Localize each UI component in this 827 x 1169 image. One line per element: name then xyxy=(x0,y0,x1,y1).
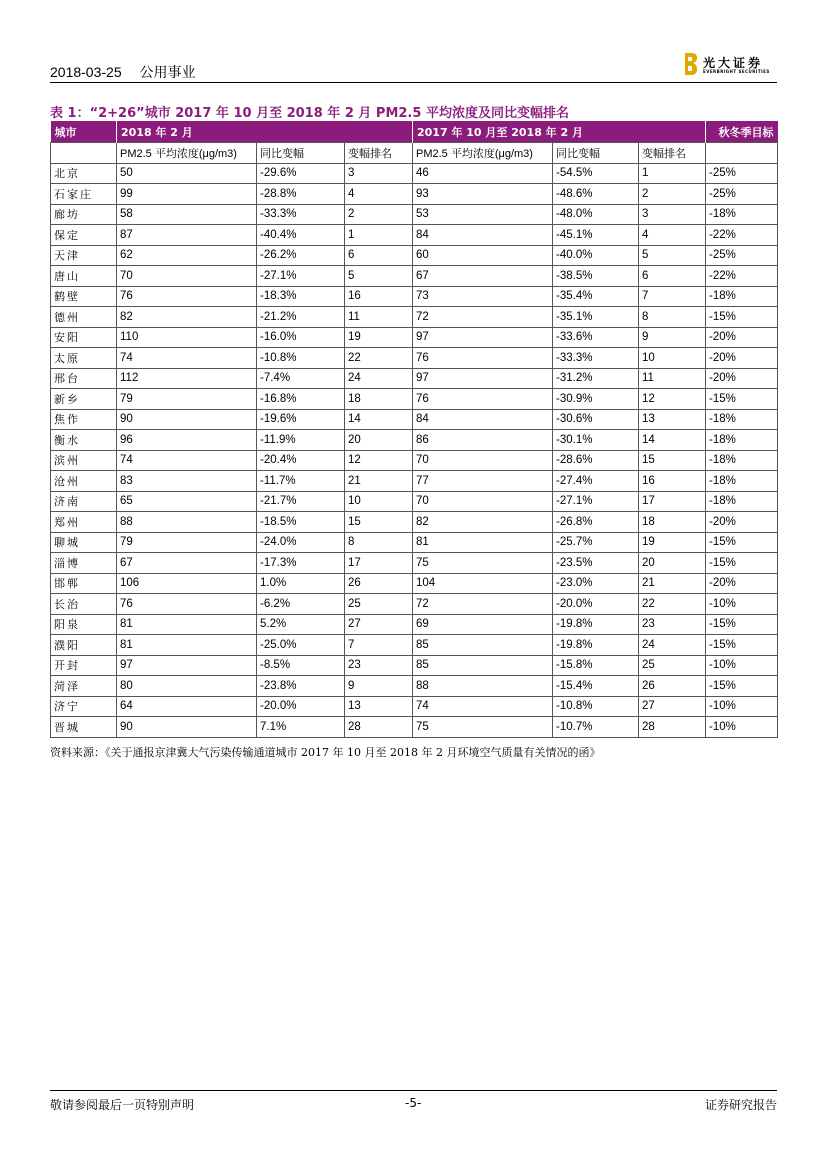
city-cell: 郑州 xyxy=(51,512,117,533)
feb-concentration-cell: 79 xyxy=(117,389,257,410)
city-cell: 濮阳 xyxy=(51,635,117,656)
target-cell: -10% xyxy=(706,655,778,676)
period-yoy-cell: -48.6% xyxy=(553,184,639,205)
table-subheader-row xyxy=(51,143,778,164)
page-number: -5- xyxy=(405,1096,422,1110)
table-header-row xyxy=(51,121,778,143)
feb-rank-cell: 28 xyxy=(345,717,413,738)
period-yoy-cell: -25.7% xyxy=(553,532,639,553)
feb-yoy-cell: -26.2% xyxy=(257,245,345,266)
table-row xyxy=(51,532,778,553)
period-rank-cell: 4 xyxy=(639,225,706,246)
feb-rank-cell: 25 xyxy=(345,594,413,615)
city-cell: 石家庄 xyxy=(51,184,117,205)
feb-concentration-cell: 67 xyxy=(117,553,257,574)
feb-rank-cell: 12 xyxy=(345,450,413,471)
city-cell: 北京 xyxy=(51,163,117,184)
period-concentration-cell: 88 xyxy=(413,676,553,697)
feb-yoy-cell: -17.3% xyxy=(257,553,345,574)
feb-yoy-cell: -21.7% xyxy=(257,491,345,512)
city-cell: 唐山 xyxy=(51,266,117,287)
feb-concentration-cell: 81 xyxy=(117,635,257,656)
feb-yoy-cell: -40.4% xyxy=(257,225,345,246)
table-row xyxy=(51,635,778,656)
feb-yoy-cell: -24.0% xyxy=(257,532,345,553)
feb-yoy-cell: -6.2% xyxy=(257,594,345,615)
target-cell: -10% xyxy=(706,696,778,717)
target-cell: -15% xyxy=(706,389,778,410)
feb-rank-cell: 4 xyxy=(345,184,413,205)
table-row xyxy=(51,368,778,389)
feb-yoy-cell: -29.6% xyxy=(257,163,345,184)
footer-disclaimer: 敬请参阅最后一页特别声明 xyxy=(50,1098,195,1112)
pm25-ranking-table xyxy=(50,121,778,738)
feb-rank-cell: 10 xyxy=(345,491,413,512)
feb-yoy-cell: 5.2% xyxy=(257,614,345,635)
table-row xyxy=(51,225,778,246)
period-yoy-cell: -54.5% xyxy=(553,163,639,184)
feb-concentration-cell: 80 xyxy=(117,676,257,697)
period-rank-cell: 20 xyxy=(639,553,706,574)
period-rank-cell: 16 xyxy=(639,471,706,492)
feb-yoy-cell: -7.4% xyxy=(257,368,345,389)
period-concentration-cell: 77 xyxy=(413,471,553,492)
table-row xyxy=(51,389,778,410)
period-rank-cell: 10 xyxy=(639,348,706,369)
period-yoy-cell: -19.8% xyxy=(553,614,639,635)
feb-yoy-cell: -10.8% xyxy=(257,348,345,369)
feb-rank-cell: 17 xyxy=(345,553,413,574)
feb-rank-cell: 5 xyxy=(345,266,413,287)
report-sector: 公用事业 xyxy=(139,64,196,80)
feb-yoy-cell: -8.5% xyxy=(257,655,345,676)
period-concentration-cell: 70 xyxy=(413,450,553,471)
header-feb-2018: 2018 年 2 月 xyxy=(117,121,413,143)
city-cell: 衡水 xyxy=(51,430,117,451)
city-cell: 德州 xyxy=(51,307,117,328)
feb-yoy-cell: -11.9% xyxy=(257,430,345,451)
table-row xyxy=(51,327,778,348)
feb-yoy-cell: -11.7% xyxy=(257,471,345,492)
target-cell: -18% xyxy=(706,430,778,451)
target-cell: -18% xyxy=(706,204,778,225)
period-yoy-cell: -23.0% xyxy=(553,573,639,594)
feb-rank-cell: 27 xyxy=(345,614,413,635)
period-concentration-cell: 104 xyxy=(413,573,553,594)
page-header xyxy=(50,62,196,82)
feb-concentration-cell: 87 xyxy=(117,225,257,246)
subheader-empty xyxy=(51,143,117,164)
feb-rank-cell: 20 xyxy=(345,430,413,451)
subheader-concentration: PM2.5 平均浓度(μg/m3) xyxy=(413,143,553,164)
report-date: 2018-03-25 xyxy=(50,64,122,80)
city-cell: 济南 xyxy=(51,491,117,512)
table-row xyxy=(51,163,778,184)
period-yoy-cell: -30.1% xyxy=(553,430,639,451)
feb-concentration-cell: 82 xyxy=(117,307,257,328)
company-logo xyxy=(684,52,779,78)
feb-rank-cell: 9 xyxy=(345,676,413,697)
period-yoy-cell: -15.8% xyxy=(553,655,639,676)
period-rank-cell: 26 xyxy=(639,676,706,697)
period-concentration-cell: 60 xyxy=(413,245,553,266)
target-cell: -15% xyxy=(706,614,778,635)
target-cell: -18% xyxy=(706,471,778,492)
table-row xyxy=(51,573,778,594)
subheader-rank: 变幅排名 xyxy=(639,143,706,164)
city-cell: 天津 xyxy=(51,245,117,266)
period-concentration-cell: 84 xyxy=(413,409,553,430)
subheader-yoy: 同比变幅 xyxy=(257,143,345,164)
period-concentration-cell: 85 xyxy=(413,655,553,676)
target-cell: -20% xyxy=(706,327,778,348)
table-row xyxy=(51,717,778,738)
table-row xyxy=(51,184,778,205)
period-rank-cell: 2 xyxy=(639,184,706,205)
feb-rank-cell: 14 xyxy=(345,409,413,430)
target-cell: -25% xyxy=(706,163,778,184)
feb-concentration-cell: 88 xyxy=(117,512,257,533)
table-row xyxy=(51,676,778,697)
header-city: 城市 xyxy=(51,121,117,143)
period-yoy-cell: -45.1% xyxy=(553,225,639,246)
table-row xyxy=(51,204,778,225)
table-row xyxy=(51,245,778,266)
table-row xyxy=(51,471,778,492)
target-cell: -20% xyxy=(706,348,778,369)
target-cell: -20% xyxy=(706,512,778,533)
target-cell: -10% xyxy=(706,594,778,615)
feb-concentration-cell: 90 xyxy=(117,717,257,738)
period-concentration-cell: 93 xyxy=(413,184,553,205)
feb-concentration-cell: 106 xyxy=(117,573,257,594)
feb-concentration-cell: 62 xyxy=(117,245,257,266)
target-cell: -18% xyxy=(706,491,778,512)
period-concentration-cell: 72 xyxy=(413,594,553,615)
feb-yoy-cell: -25.0% xyxy=(257,635,345,656)
feb-rank-cell: 3 xyxy=(345,163,413,184)
logo-text-en: EVERBRIGHT SECURITIES xyxy=(703,69,770,74)
target-cell: -18% xyxy=(706,286,778,307)
period-concentration-cell: 72 xyxy=(413,307,553,328)
table-row xyxy=(51,655,778,676)
feb-concentration-cell: 76 xyxy=(117,286,257,307)
period-yoy-cell: -23.5% xyxy=(553,553,639,574)
feb-rank-cell: 23 xyxy=(345,655,413,676)
header-target: 秋冬季目标 xyxy=(706,121,778,143)
target-cell: -18% xyxy=(706,409,778,430)
period-concentration-cell: 75 xyxy=(413,553,553,574)
table-caption: 表 1：“2+26”城市 2017 年 10 月至 2018 年 2 月 PM2.5 平均浓度及同比变幅排名 xyxy=(50,106,569,121)
feb-concentration-cell: 97 xyxy=(117,655,257,676)
feb-yoy-cell: -19.6% xyxy=(257,409,345,430)
feb-rank-cell: 21 xyxy=(345,471,413,492)
feb-rank-cell: 7 xyxy=(345,635,413,656)
period-yoy-cell: -31.2% xyxy=(553,368,639,389)
period-concentration-cell: 53 xyxy=(413,204,553,225)
period-concentration-cell: 73 xyxy=(413,286,553,307)
target-cell: -25% xyxy=(706,184,778,205)
table-row xyxy=(51,512,778,533)
feb-yoy-cell: -20.4% xyxy=(257,450,345,471)
period-yoy-cell: -19.8% xyxy=(553,635,639,656)
feb-rank-cell: 13 xyxy=(345,696,413,717)
table-row xyxy=(51,614,778,635)
subheader-concentration: PM2.5 平均浓度(μg/m3) xyxy=(117,143,257,164)
period-rank-cell: 7 xyxy=(639,286,706,307)
feb-yoy-cell: 7.1% xyxy=(257,717,345,738)
source-note: 资料来源：《关于通报京津冀大气污染传输通道城市 2017 年 10 月至 2018 年 2 月环境空气质量有关情况的函》 xyxy=(50,746,601,759)
period-rank-cell: 9 xyxy=(639,327,706,348)
table-row xyxy=(51,266,778,287)
feb-rank-cell: 8 xyxy=(345,532,413,553)
period-concentration-cell: 97 xyxy=(413,327,553,348)
period-concentration-cell: 81 xyxy=(413,532,553,553)
table-row xyxy=(51,450,778,471)
city-cell: 邯郸 xyxy=(51,573,117,594)
period-rank-cell: 8 xyxy=(639,307,706,328)
period-yoy-cell: -20.0% xyxy=(553,594,639,615)
period-rank-cell: 28 xyxy=(639,717,706,738)
logo-mark-icon xyxy=(684,52,698,76)
feb-yoy-cell: -23.8% xyxy=(257,676,345,697)
city-cell: 开封 xyxy=(51,655,117,676)
feb-concentration-cell: 90 xyxy=(117,409,257,430)
target-cell: -22% xyxy=(706,225,778,246)
feb-concentration-cell: 96 xyxy=(117,430,257,451)
period-concentration-cell: 69 xyxy=(413,614,553,635)
period-rank-cell: 3 xyxy=(639,204,706,225)
period-yoy-cell: -33.3% xyxy=(553,348,639,369)
feb-rank-cell: 18 xyxy=(345,389,413,410)
target-cell: -20% xyxy=(706,573,778,594)
period-rank-cell: 18 xyxy=(639,512,706,533)
city-cell: 淄博 xyxy=(51,553,117,574)
city-cell: 沧州 xyxy=(51,471,117,492)
period-rank-cell: 6 xyxy=(639,266,706,287)
feb-concentration-cell: 79 xyxy=(117,532,257,553)
feb-yoy-cell: -18.5% xyxy=(257,512,345,533)
period-yoy-cell: -33.6% xyxy=(553,327,639,348)
period-yoy-cell: -38.5% xyxy=(553,266,639,287)
period-yoy-cell: -35.1% xyxy=(553,307,639,328)
feb-rank-cell: 2 xyxy=(345,204,413,225)
feb-rank-cell: 22 xyxy=(345,348,413,369)
feb-yoy-cell: 1.0% xyxy=(257,573,345,594)
target-cell: -15% xyxy=(706,553,778,574)
period-rank-cell: 19 xyxy=(639,532,706,553)
target-cell: -25% xyxy=(706,245,778,266)
city-cell: 济宁 xyxy=(51,696,117,717)
period-rank-cell: 11 xyxy=(639,368,706,389)
city-cell: 菏泽 xyxy=(51,676,117,697)
target-cell: -22% xyxy=(706,266,778,287)
city-cell: 太原 xyxy=(51,348,117,369)
subheader-empty xyxy=(706,143,778,164)
period-yoy-cell: -30.6% xyxy=(553,409,639,430)
target-cell: -10% xyxy=(706,717,778,738)
target-cell: -15% xyxy=(706,307,778,328)
period-concentration-cell: 46 xyxy=(413,163,553,184)
period-yoy-cell: -48.0% xyxy=(553,204,639,225)
target-cell: -15% xyxy=(706,676,778,697)
city-cell: 鹤壁 xyxy=(51,286,117,307)
header-divider xyxy=(50,82,777,83)
feb-concentration-cell: 76 xyxy=(117,594,257,615)
table-row xyxy=(51,430,778,451)
period-rank-cell: 12 xyxy=(639,389,706,410)
footer-report-type: 证券研究报告 xyxy=(704,1098,777,1112)
city-cell: 焦作 xyxy=(51,409,117,430)
city-cell: 阳泉 xyxy=(51,614,117,635)
feb-concentration-cell: 65 xyxy=(117,491,257,512)
feb-concentration-cell: 110 xyxy=(117,327,257,348)
period-rank-cell: 24 xyxy=(639,635,706,656)
period-rank-cell: 14 xyxy=(639,430,706,451)
table-row xyxy=(51,286,778,307)
period-yoy-cell: -10.7% xyxy=(553,717,639,738)
city-cell: 廊坊 xyxy=(51,204,117,225)
feb-rank-cell: 11 xyxy=(345,307,413,328)
feb-rank-cell: 24 xyxy=(345,368,413,389)
city-cell: 聊城 xyxy=(51,532,117,553)
period-rank-cell: 27 xyxy=(639,696,706,717)
table-row xyxy=(51,307,778,328)
period-concentration-cell: 76 xyxy=(413,348,553,369)
feb-concentration-cell: 99 xyxy=(117,184,257,205)
feb-concentration-cell: 112 xyxy=(117,368,257,389)
period-rank-cell: 15 xyxy=(639,450,706,471)
city-cell: 长治 xyxy=(51,594,117,615)
period-yoy-cell: -30.9% xyxy=(553,389,639,410)
subheader-yoy: 同比变幅 xyxy=(553,143,639,164)
feb-yoy-cell: -16.0% xyxy=(257,327,345,348)
feb-rank-cell: 16 xyxy=(345,286,413,307)
city-cell: 滨州 xyxy=(51,450,117,471)
feb-yoy-cell: -21.2% xyxy=(257,307,345,328)
period-rank-cell: 13 xyxy=(639,409,706,430)
feb-rank-cell: 1 xyxy=(345,225,413,246)
footer-divider xyxy=(50,1090,777,1091)
period-concentration-cell: 97 xyxy=(413,368,553,389)
target-cell: -18% xyxy=(706,450,778,471)
period-concentration-cell: 84 xyxy=(413,225,553,246)
feb-yoy-cell: -28.8% xyxy=(257,184,345,205)
table-row xyxy=(51,553,778,574)
feb-yoy-cell: -33.3% xyxy=(257,204,345,225)
period-yoy-cell: -35.4% xyxy=(553,286,639,307)
feb-concentration-cell: 74 xyxy=(117,348,257,369)
feb-concentration-cell: 58 xyxy=(117,204,257,225)
table-row xyxy=(51,696,778,717)
period-concentration-cell: 85 xyxy=(413,635,553,656)
period-rank-cell: 22 xyxy=(639,594,706,615)
feb-rank-cell: 26 xyxy=(345,573,413,594)
feb-concentration-cell: 70 xyxy=(117,266,257,287)
city-cell: 晋城 xyxy=(51,717,117,738)
feb-concentration-cell: 74 xyxy=(117,450,257,471)
city-cell: 保定 xyxy=(51,225,117,246)
period-rank-cell: 17 xyxy=(639,491,706,512)
period-yoy-cell: -28.6% xyxy=(553,450,639,471)
period-yoy-cell: -27.4% xyxy=(553,471,639,492)
period-yoy-cell: -40.0% xyxy=(553,245,639,266)
period-yoy-cell: -26.8% xyxy=(553,512,639,533)
target-cell: -15% xyxy=(706,635,778,656)
table-row xyxy=(51,594,778,615)
feb-rank-cell: 6 xyxy=(345,245,413,266)
period-rank-cell: 5 xyxy=(639,245,706,266)
period-concentration-cell: 67 xyxy=(413,266,553,287)
feb-yoy-cell: -27.1% xyxy=(257,266,345,287)
city-cell: 安阳 xyxy=(51,327,117,348)
target-cell: -20% xyxy=(706,368,778,389)
period-concentration-cell: 70 xyxy=(413,491,553,512)
header-oct2017-feb2018: 2017 年 10 月至 2018 年 2 月 xyxy=(413,121,706,143)
logo-text-cn: 光大证券 xyxy=(703,56,764,70)
feb-yoy-cell: -18.3% xyxy=(257,286,345,307)
period-rank-cell: 21 xyxy=(639,573,706,594)
feb-yoy-cell: -16.8% xyxy=(257,389,345,410)
feb-concentration-cell: 50 xyxy=(117,163,257,184)
period-yoy-cell: -10.8% xyxy=(553,696,639,717)
period-concentration-cell: 82 xyxy=(413,512,553,533)
feb-rank-cell: 15 xyxy=(345,512,413,533)
table-row xyxy=(51,491,778,512)
period-concentration-cell: 86 xyxy=(413,430,553,451)
feb-concentration-cell: 81 xyxy=(117,614,257,635)
period-yoy-cell: -27.1% xyxy=(553,491,639,512)
feb-concentration-cell: 64 xyxy=(117,696,257,717)
period-rank-cell: 1 xyxy=(639,163,706,184)
period-concentration-cell: 76 xyxy=(413,389,553,410)
period-rank-cell: 23 xyxy=(639,614,706,635)
period-concentration-cell: 74 xyxy=(413,696,553,717)
period-rank-cell: 25 xyxy=(639,655,706,676)
table-row xyxy=(51,409,778,430)
feb-concentration-cell: 83 xyxy=(117,471,257,492)
feb-yoy-cell: -20.0% xyxy=(257,696,345,717)
city-cell: 新乡 xyxy=(51,389,117,410)
table-row xyxy=(51,348,778,369)
city-cell: 邢台 xyxy=(51,368,117,389)
target-cell: -15% xyxy=(706,532,778,553)
feb-rank-cell: 19 xyxy=(345,327,413,348)
subheader-rank: 变幅排名 xyxy=(345,143,413,164)
period-concentration-cell: 75 xyxy=(413,717,553,738)
period-yoy-cell: -15.4% xyxy=(553,676,639,697)
